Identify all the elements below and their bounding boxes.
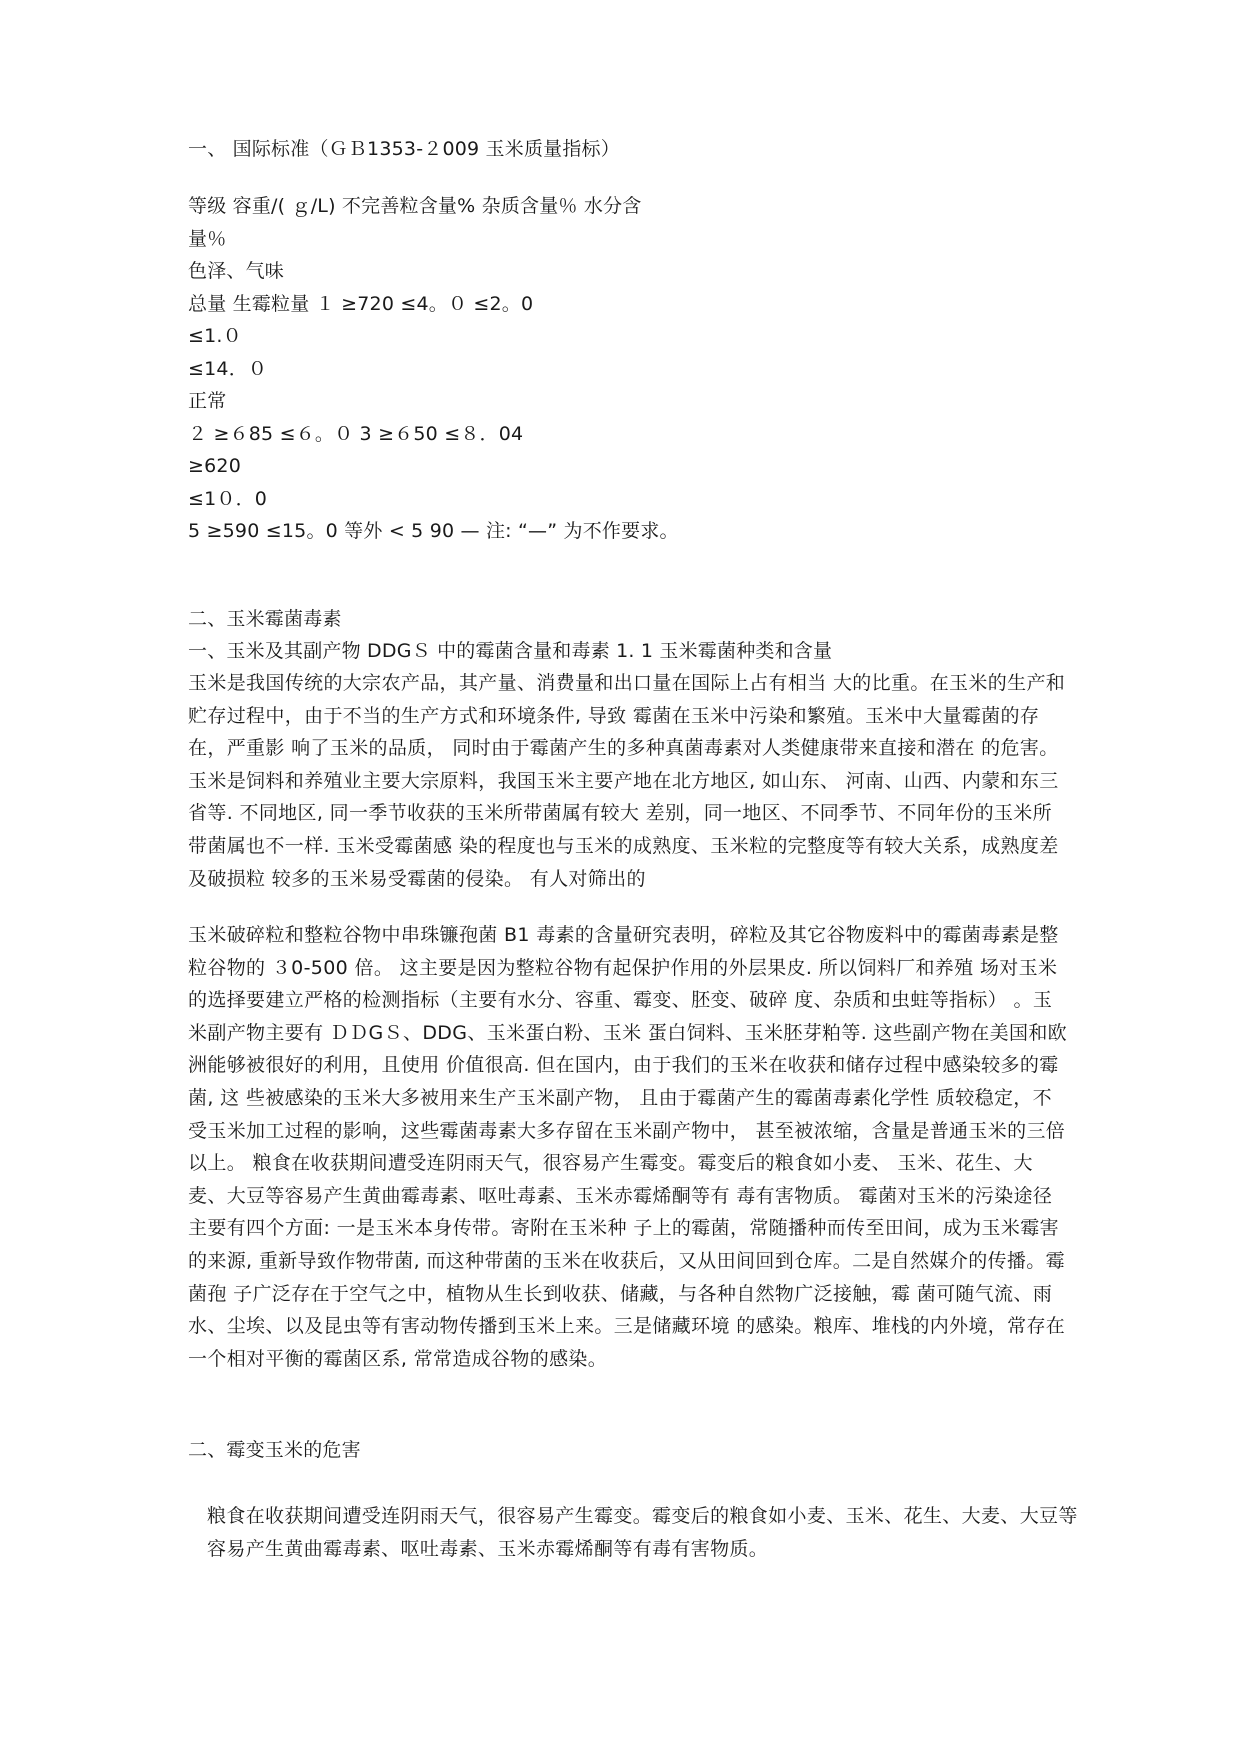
standard-table-text [188, 190, 1068, 548]
table-line: ≥620 [188, 455, 241, 477]
table-line: 色泽、气味 [188, 260, 285, 282]
heading-national-standard: 一、 国际标准（ＧＢ1353-２009 玉米质量指标） [188, 138, 620, 160]
table-line: 量％ [188, 227, 227, 250]
subheading-ddgs: 一、玉米及其副产物 DDGＳ 中的霉菌含量和毒素 1. 1 玉米霉菌种类和含量 [188, 640, 833, 662]
table-line: ≤14．０ [188, 357, 268, 380]
table-line: 等级 容重/( ｇ/L) 不完善粒含量% 杂质含量％ 水分含 [188, 195, 642, 217]
table-line: ２ ≥６85 ≤６。０ 3 ≥６50 ≤８．04 [188, 422, 524, 445]
heading-mycotoxins: 二、玉米霉菌毒素 [188, 608, 342, 630]
table-line: 正常 [188, 390, 227, 412]
paragraph-ddgs-contamination: 玉米破碎粒和整粒谷物中串珠镰孢菌 B1 毒素的含量研究表明，碎粒及其它谷物废料中的霉菌毒素是整粒谷物的 ３0-500 倍。 这主要是因为整粒谷物有起保护作用的外层果皮. 所以饲料厂和养殖 场对玉米的选择要建立严格的检测指标（主要有水分、容重、霉变、胚变、破碎 度、杂质和虫蛀等指标） 。玉米副产物主要有 ＤＤGＳ、DDG、玉米蛋白粉、玉米 蛋白饲料、玉米胚芽粕等. 这些副产物在美国和欧洲能够被很好的利用，且使用 价值很高. 但在国内，由于我们的玉米在收获和储存过程中感染较多的霉菌, 这 些被感染的玉米大多被用来生产玉米副产物， 且由于霉菌产生的霉菌毒素化学性 质较稳定，不受玉米加工过程的影响，这些霉菌毒素大多存留在玉米副产物中， 甚至被浓缩，含量是普通玉米的三倍以上。 粮食在收获期间遭受连阴雨天气，很容易产生霉变。霉变后的粮食如小麦、 玉米、花生、大麦、大豆等容易产生黄曲霉毒素、呕吐毒素、玉米赤霉烯酮等有 毒有害物质。 霉菌对玉米的污染途径主要有四个方面: 一是玉米本身传带。寄附在玉米种 子上的霉菌，常随播种而传至田间，成为玉米霉害的来源, 重新导致作物带菌, 而这种带菌的玉米在收获后，又从田间回到仓库。二是自然媒介的传播。霉菌孢 子广泛存在于空气之中，植物从生长到收获、储藏，与各种自然物广泛接触，霉 菌可随气流、雨水、尘埃、以及昆虫等有害动物传播到玉米上来。三是储藏环境 的感染。粮库、堆栈的内外境，常存在一个相对平衡的霉菌区系, 常常造成谷物的感染。 [188, 924, 1068, 1370]
table-line: ≤1０．0 [188, 487, 268, 510]
paragraph-moldy-grain: 粮食在收获期间遭受连阴雨天气，很容易产生霉变。霉变后的粮食如小麦、玉米、花生、大麦、大豆等容易产生黄曲霉毒素、呕吐毒素、玉米赤霉烯酮等有毒有害物质。 [207, 1505, 1078, 1560]
table-line: 5 ≥590 ≤15。0 等外 < 5 90 — 注: “—” 为不作要求。 [188, 520, 679, 542]
table-line: ≤1.０ [188, 325, 242, 347]
heading-moldy-corn-hazards: 二、霉变玉米的危害 [188, 1439, 361, 1461]
table-line: 总量 生霉粒量 １ ≥720 ≤4。０ ≤2。0 [188, 292, 534, 315]
paragraph-corn-overview: 玉米是我国传统的大宗农产品，其产量、消费量和出口量在国际上占有相当 大的比重。在玉米的生产和贮存过程中，由于不当的生产方式和环境条件, 导致 霉菌在玉米中污染和繁殖。玉米中大量霉菌的存在，严重影 响了玉米的品质， 同时由于霉菌产生的多种真菌毒素对人类健康带来直接和潜在 的危害。 玉米是饲料和养殖业主要大宗原料，我国玉米主要产地在北方地区, 如山东、 河南、山西、内蒙和东三省等. 不同地区, 同一季节收获的玉米所带菌属有较大 差别，同一地区、不同季节、不同年份的玉米所带菌属也不一样. 玉米受霉菌感 染的程度也与玉米的成熟度、玉米粒的完整度等有较大关系，成熟度差及破损粒 较多的玉米易受霉菌的侵染。 有人对筛出的 [188, 672, 1066, 890]
